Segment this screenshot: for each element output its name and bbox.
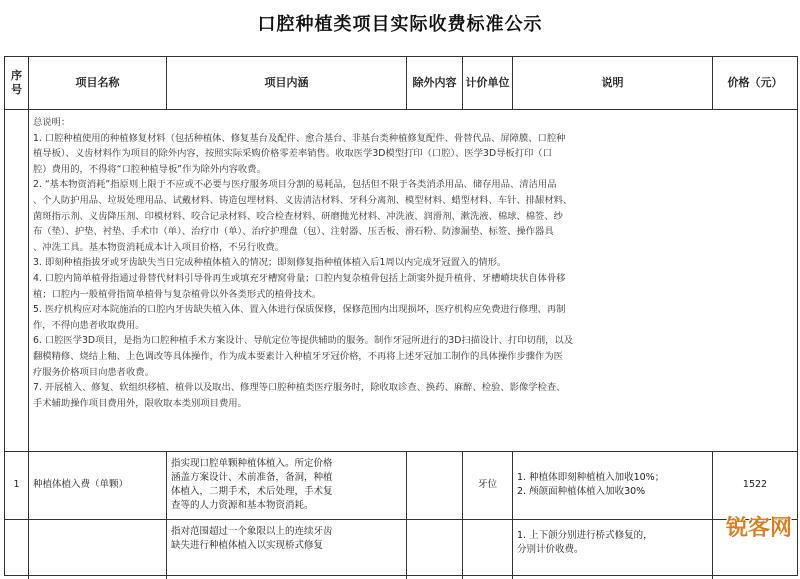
content-line: 缺失进行种植体植入以实现桥式修复 — [171, 540, 324, 551]
header-name: 项目名称 — [29, 57, 167, 109]
general-notes — [33, 115, 793, 411]
note-line: 腔）费用的，不得将“口腔种植导板”作为除外内容收费。 — [33, 163, 266, 175]
note-line: 5. 医疗机构应对本院施治的口腔内牙齿缺失植入体、置入体进行保质保修，保修范围内出现损坏，医疗机构应免费进行修理、再制 — [33, 304, 566, 316]
note-line: 菌斑指示剂、义齿降压剂、印模材料、咬合记录材料、咬合检查材料、研磨抛光材料、冲洗液、润滑剂、漱洗液、棉球、棉签、纱 — [33, 210, 563, 222]
note-line: 植导板）、义齿材料作为项目的除外内容，按照实际采购价格零差率销售。收取医学3D模型打印（口腔）、医学3D导板打印（口 — [33, 148, 552, 160]
header-desc: 说明 — [513, 57, 713, 109]
note-line: 作，不得向患者收取费用。 — [33, 319, 145, 331]
table-row — [5, 519, 797, 579]
row-except — [407, 451, 463, 519]
header-seq: 序号 — [5, 57, 29, 109]
note-line: 2. “基本物资消耗”指原则上限于不应或不必要与医疗服务项目分割的易耗品，包括但不限于各类消杀用品、储存用品、清洁用品 — [33, 179, 557, 191]
desc-line: 1. 种植体即刻种植植入加收10%； — [517, 472, 665, 483]
row-seq — [5, 519, 29, 579]
notes-seq-cell — [5, 109, 29, 451]
content-line: 查等的人力资源和基本物资消耗。 — [171, 500, 314, 511]
row-seq: 1 — [5, 451, 29, 519]
content-line: 指实现口腔单颗种植体植入。所定价格 — [171, 458, 333, 469]
header-unit: 计价单位 — [463, 57, 513, 109]
content-line: 体植入，二期手术，术后处理，手术复 — [171, 486, 333, 497]
note-line: 手术辅助操作项目费用外，限收取本类别项目费用。 — [33, 397, 247, 409]
note-line: 4. 口腔内简单植骨指通过骨替代材料引导骨再生或填充牙槽窝骨量；口腔内复杂植骨包括上颌窦外提升植骨、牙槽嵴块状自体骨移 — [33, 272, 566, 284]
desc-line: 2. 颅颌面种植体植入加收30% — [517, 486, 646, 497]
header-except: 除外内容 — [407, 57, 463, 109]
row-unit — [463, 519, 513, 579]
note-line: 3. 即刻种植指拔牙或牙齿缺失当日完成种植体植入的情况；即刻修复指种植体植入后1周以内完成牙冠置入的情形。 — [33, 257, 507, 269]
note-line: 翻模精修、烧结上釉、上色调改等具体操作，作为成本要素计入种植牙牙冠价格，不再将上述牙冠加工制作的具体操作步骤作为医 — [33, 350, 563, 362]
note-line: 植；口腔内一般植骨指简单植骨与复杂植骨以外各类形式的植骨技术。 — [33, 288, 322, 300]
note-line: 疗服务价格项目向患者收费。 — [33, 366, 154, 378]
note-line: 7. 开展植入、修复、软组织移植、植骨以及取出、修理等口腔种植类医疗服务时，除收取诊查、换药、麻醉、检验、影像学检查、 — [33, 382, 566, 394]
row-except — [407, 519, 463, 579]
note-line: 、冲洗工具。基本物资消耗成本计入项目价格，不另行收费。 — [33, 241, 285, 253]
row-desc — [513, 451, 713, 519]
content-line: 指对范围超过一个象限以上的连续牙齿 — [171, 526, 333, 537]
row-content — [167, 451, 407, 519]
general-notes-row — [5, 109, 797, 452]
note-line: 6. 口腔医学3D项目，是指为口腔种植手术方案设计、导航定位等提供辅助的服务。制作牙冠所进行的3D扫描设计、打印切削，以及 — [33, 335, 574, 347]
header-content: 项目内涵 — [167, 57, 407, 109]
note-line: 布（垫）、护垫、衬垫、手术巾（单）、治疗巾（单）、治疗护理盘（包）、注射器、压舌板、滑石粉、防渗漏垫、标签、操作器具 — [33, 226, 554, 238]
row-content — [167, 519, 407, 579]
row-desc — [513, 519, 713, 579]
header-price: 价格（元） — [727, 76, 783, 89]
note-line: 1. 口腔种植使用的种植修复材料（包括种植体、修复基台及配件、愈合基台、非基台类种植修复配件、骨替代品、屏障膜、口腔种 — [33, 132, 566, 144]
note-line: 、个人防护用品、垃圾处理用品、试戴材料、铸造包埋材料、义齿清洁材料、牙科分离剂、模型材料、蜡型材料、车针、排龈材料、 — [33, 194, 573, 206]
row-name — [29, 519, 167, 579]
desc-line: 1. 上下颌分别进行桥式修复的， — [517, 530, 653, 541]
row-name: 种植体植入费（单颗） — [29, 451, 167, 519]
page-title: 口腔种植类项目实际收费标准公示 — [257, 14, 543, 35]
table-row — [5, 451, 797, 520]
note-line: 总说明： — [33, 117, 71, 128]
row-price: 1522 — [742, 479, 768, 490]
table-header — [5, 57, 797, 110]
fee-table — [4, 56, 798, 576]
content-line: 涵盖方案设计、术前准备，备洞，种植 — [171, 472, 333, 483]
row-unit: 牙位 — [463, 451, 513, 519]
watermark-logo: 锐客网 — [725, 516, 792, 541]
desc-line: 分别计价收费。 — [517, 544, 584, 555]
